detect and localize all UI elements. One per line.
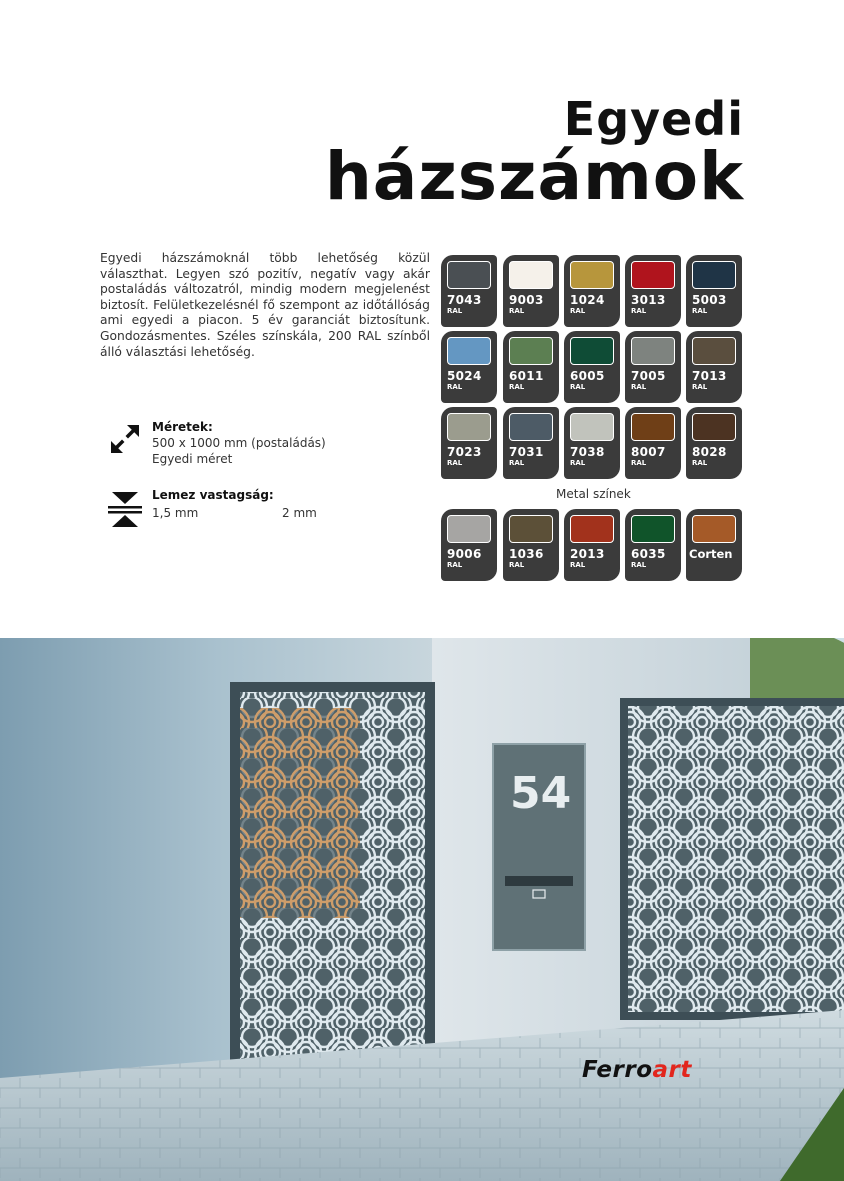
color-swatch-7043 <box>441 255 497 327</box>
swatch-color-chip <box>509 515 553 543</box>
dimensions-label: Méretek: <box>152 420 213 434</box>
color-swatch-7038 <box>564 407 620 479</box>
swatch-ral-label: RAL <box>570 561 586 569</box>
swatch-ral-label: RAL <box>692 459 708 467</box>
swatch-code: 5024 <box>447 369 482 383</box>
swatch-color-chip <box>447 261 491 289</box>
swatch-color-chip <box>570 261 614 289</box>
swatch-color-chip <box>509 337 553 365</box>
color-swatch-6035 <box>625 509 681 581</box>
swatch-color-chip <box>631 337 675 365</box>
swatch-ral-label: RAL <box>631 307 647 315</box>
swatch-color-chip <box>631 515 675 543</box>
swatch-ral-label: RAL <box>509 383 525 391</box>
swatch-color-chip <box>447 515 491 543</box>
thickness-value-2: 2 mm <box>282 506 317 520</box>
swatch-code: 6035 <box>631 547 666 561</box>
color-swatch-6011 <box>503 331 559 403</box>
swatch-ral-label: RAL <box>631 383 647 391</box>
swatch-code: 7038 <box>570 445 605 459</box>
color-swatch-3013 <box>625 255 681 327</box>
thickness-value-1: 1,5 mm <box>152 506 199 520</box>
swatch-ral-label: RAL <box>692 383 708 391</box>
logo-part-ferro: Ferro <box>582 1057 653 1083</box>
swatch-code: 6011 <box>509 369 544 383</box>
swatch-ral-label: RAL <box>447 307 463 315</box>
swatch-code: 7043 <box>447 293 482 307</box>
swatch-color-chip <box>570 337 614 365</box>
intro-paragraph: Egyedi házszámoknál több lehetőség közül választhat. Legyen szó pozitív, negatív vagy akár postaládás változatról, mindig modern megjelenést biztosít. Felületkezelésnél fő szempont az időtállóság ami egyedi a piacon. 5 év garanciát biztosítunk. Gondozásmentes. Széles színskála, 200 RAL színből álló választási lehetőség. <box>100 251 430 359</box>
page-title-line-2: házszámok <box>324 138 744 215</box>
page-title-line-1: Egyedi <box>563 92 744 146</box>
swatch-color-chip <box>692 413 736 441</box>
swatch-code: Corten <box>689 547 733 561</box>
dimensions-line-1: 500 x 1000 mm (postaládás) <box>152 436 326 450</box>
swatch-code: 8007 <box>631 445 666 459</box>
metal-colors-caption: Metal színek <box>556 487 631 501</box>
swatch-color-chip <box>692 337 736 365</box>
swatch-color-chip <box>509 261 553 289</box>
color-swatch-8028 <box>686 407 742 479</box>
color-swatch-1024 <box>564 255 620 327</box>
swatch-color-chip <box>447 413 491 441</box>
color-swatch-5024 <box>441 331 497 403</box>
color-swatch-1036 <box>503 509 559 581</box>
swatch-color-chip <box>631 413 675 441</box>
ferroart-logo <box>582 1057 692 1083</box>
swatch-ral-label: RAL <box>509 307 525 315</box>
color-swatch-7013 <box>686 331 742 403</box>
color-swatch-2013 <box>564 509 620 581</box>
product-photo <box>0 638 844 1181</box>
swatch-code: 8028 <box>692 445 727 459</box>
swatch-ral-label: RAL <box>631 459 647 467</box>
swatch-ral-label: RAL <box>570 307 586 315</box>
swatch-code: 5003 <box>692 293 727 307</box>
swatch-code: 7005 <box>631 369 666 383</box>
swatch-code: 3013 <box>631 293 666 307</box>
swatch-code: 6005 <box>570 369 605 383</box>
swatch-code: 9006 <box>447 547 482 561</box>
svg-text:54: 54 <box>510 768 572 819</box>
swatch-ral-label: RAL <box>570 383 586 391</box>
swatch-code: 7031 <box>509 445 544 459</box>
color-swatch-corten <box>686 509 742 581</box>
swatch-color-chip <box>692 261 736 289</box>
swatch-ral-label: RAL <box>447 459 463 467</box>
thickness-label: Lemez vastagság: <box>152 488 274 502</box>
swatch-code: 7013 <box>692 369 727 383</box>
dimensions-line-2: Egyedi méret <box>152 452 233 466</box>
swatch-ral-label: RAL <box>447 383 463 391</box>
swatch-color-chip <box>570 413 614 441</box>
color-swatch-5003 <box>686 255 742 327</box>
swatch-ral-label: RAL <box>509 459 525 467</box>
color-swatch-7031 <box>503 407 559 479</box>
color-swatch-7005 <box>625 331 681 403</box>
swatch-color-chip <box>447 337 491 365</box>
swatch-code: 7023 <box>447 445 482 459</box>
swatch-ral-label: RAL <box>631 561 647 569</box>
swatch-color-chip <box>570 515 614 543</box>
swatch-ral-label: RAL <box>509 561 525 569</box>
color-swatch-9003 <box>503 255 559 327</box>
color-swatch-7023 <box>441 407 497 479</box>
swatch-code: 9003 <box>509 293 544 307</box>
swatch-ral-label: RAL <box>570 459 586 467</box>
swatch-code: 2013 <box>570 547 605 561</box>
color-swatch-9006 <box>441 509 497 581</box>
swatch-color-chip <box>692 515 736 543</box>
logo-part-art: art <box>652 1057 692 1083</box>
gate-photo-illustration <box>0 638 844 1181</box>
swatch-color-chip <box>509 413 553 441</box>
swatch-ral-label: RAL <box>692 307 708 315</box>
color-swatch-8007 <box>625 407 681 479</box>
swatch-color-chip <box>631 261 675 289</box>
color-swatch-6005 <box>564 331 620 403</box>
swatch-code: 1036 <box>509 547 544 561</box>
swatch-ral-label: RAL <box>447 561 463 569</box>
swatch-code: 1024 <box>570 293 605 307</box>
